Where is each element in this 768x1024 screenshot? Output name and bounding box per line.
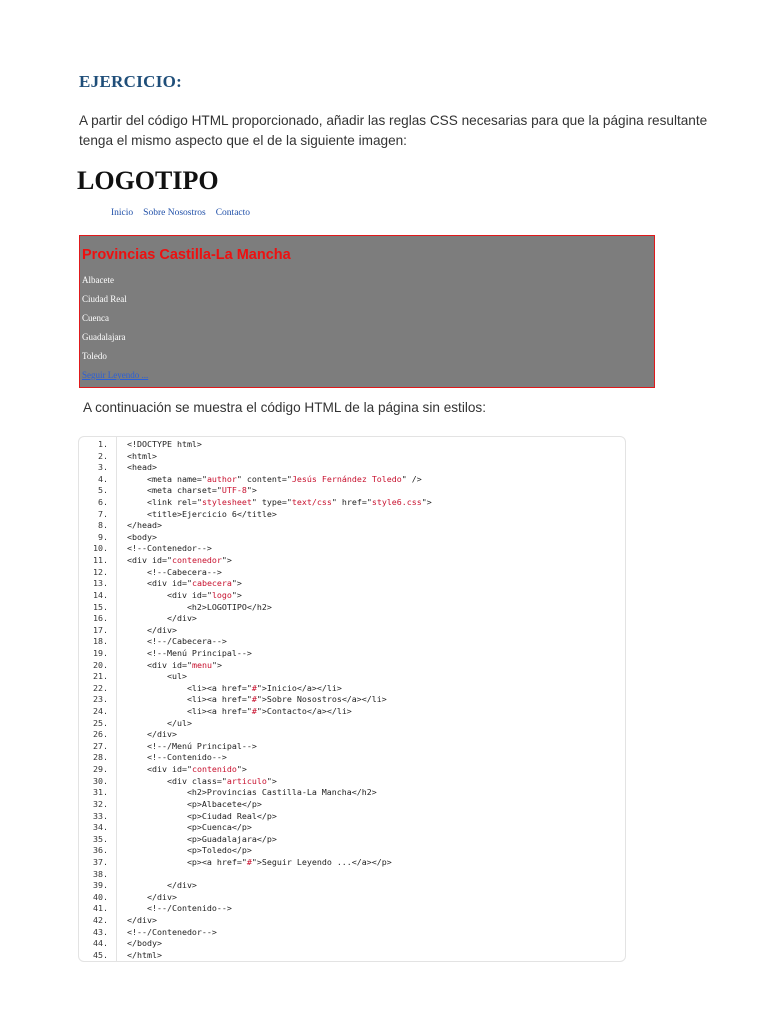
code-line-text: <h2>LOGOTIPO</h2>	[127, 601, 272, 612]
code-line-text: </div>	[127, 613, 197, 624]
code-line-text: <meta name="author" content="Jesús Fernández Toledo" />	[127, 473, 422, 484]
code-line-number: 9.	[98, 531, 108, 542]
code-line	[79, 462, 625, 474]
code-line	[79, 927, 625, 939]
code-listing	[78, 436, 626, 962]
menu-link-contacto[interactable]: Contacto	[215, 208, 251, 218]
code-line-text: <head>	[127, 462, 157, 473]
code-line-text: </div>	[127, 880, 197, 891]
code-line-number: 40.	[93, 891, 108, 902]
code-line	[79, 543, 625, 555]
code-line	[79, 950, 625, 962]
demo-article-box	[79, 235, 655, 388]
menu-link-sobre-nosostros[interactable]: Sobre Nosostros	[143, 208, 206, 218]
code-line-text: <ul>	[127, 671, 187, 682]
code-line-text: <div class="articulo">	[127, 775, 277, 786]
code-line-number: 31.	[93, 787, 108, 798]
code-line-text: </div>	[127, 891, 177, 902]
code-line-text: <link rel="stylesheet" type="text/css" href="style6.css">	[127, 497, 432, 508]
province-cuenca: Cuenca	[82, 313, 109, 323]
code-line-text: </div>	[127, 729, 177, 740]
code-line-text: <!--/Contenedor-->	[127, 926, 217, 937]
code-string: style6.css	[371, 497, 422, 508]
code-line-number: 33.	[93, 810, 108, 821]
demo-article-heading: Provincias Castilla-La Mancha	[82, 247, 291, 263]
code-line-number: 35.	[93, 833, 108, 844]
code-line-number: 26.	[93, 729, 108, 740]
code-line	[79, 776, 625, 788]
code-line	[79, 648, 625, 660]
code-line	[79, 567, 625, 579]
code-line	[79, 938, 625, 950]
code-line-number: 23.	[93, 694, 108, 705]
code-string: contenido	[191, 764, 237, 775]
code-string: menu	[191, 659, 212, 670]
code-string: logo	[211, 589, 232, 600]
code-line	[79, 869, 625, 881]
code-line-number: 41.	[93, 903, 108, 914]
code-line-text: <li><a href="#">Sobre Nosostros</a></li>	[127, 694, 387, 705]
code-line	[79, 915, 625, 927]
code-line	[79, 752, 625, 764]
code-line-text: <!--/Contenido-->	[127, 903, 232, 914]
code-line	[79, 485, 625, 497]
code-line	[79, 671, 625, 683]
code-line-number: 12.	[93, 566, 108, 577]
intro-text: A partir del código HTML proporcionado, añadir las reglas CSS necesarias para que la página resultante tenga el mismo aspecto que el de la siguiente imagen:	[79, 113, 708, 148]
code-line-number: 32.	[93, 798, 108, 809]
province-toledo: Toledo	[82, 351, 107, 361]
code-line-number: 27.	[93, 740, 108, 751]
code-line	[79, 845, 625, 857]
code-line-text: <!DOCTYPE html>	[127, 439, 202, 449]
code-line	[79, 660, 625, 672]
code-line-text: <div id="contenedor">	[127, 555, 232, 566]
code-line-number: 30.	[93, 775, 108, 786]
code-line-text: </ul>	[127, 717, 192, 728]
code-line-number: 1.	[98, 439, 108, 449]
code-string: text/css	[291, 497, 332, 508]
code-string: Jesús Fernández Toledo	[291, 473, 402, 484]
code-line	[79, 474, 625, 486]
code-line-text: <div id="cabecera">	[127, 578, 242, 589]
code-line-text: <p>Ciudad Real</p>	[127, 810, 277, 821]
code-line-text: <h2>Provincias Castilla-La Mancha</h2>	[127, 787, 377, 798]
code-string: #	[246, 856, 252, 867]
code-line-number: 25.	[93, 717, 108, 728]
code-line-number: 19.	[93, 647, 108, 658]
code-line-text: <div id="menu">	[127, 659, 222, 670]
code-line	[79, 520, 625, 532]
code-string: #	[251, 706, 257, 717]
code-line-text: <html>	[127, 450, 157, 461]
code-line-text: </div>	[127, 624, 177, 635]
code-line	[79, 555, 625, 567]
code-line	[79, 729, 625, 741]
code-line-number: 20.	[93, 659, 108, 670]
code-line	[79, 602, 625, 614]
province-ciudad-real: Ciudad Real	[82, 294, 127, 304]
code-line-number: 5.	[98, 485, 108, 496]
code-line-number: 44.	[93, 938, 108, 949]
code-line	[79, 799, 625, 811]
code-string: UTF-8	[221, 485, 247, 496]
province-guadalajara: Guadalajara	[82, 332, 126, 342]
code-line	[79, 613, 625, 625]
code-line-number: 29.	[93, 764, 108, 775]
code-string: author	[206, 473, 237, 484]
code-line-text: <!--Menú Principal-->	[127, 647, 252, 658]
code-line-number: 11.	[93, 555, 108, 566]
code-line-text: <!--Contenedor-->	[127, 543, 212, 554]
code-line	[79, 880, 625, 892]
code-line-text: <!--/Cabecera-->	[127, 636, 227, 647]
code-line-text: <p><a href="#">Seguir Leyendo ...</a></p>	[127, 856, 392, 867]
code-line-text: <body>	[127, 531, 157, 542]
code-line	[79, 625, 625, 637]
read-more-link[interactable]: Seguir Leyendo ...	[82, 370, 149, 380]
code-line-number: 10.	[93, 543, 108, 554]
code-line	[79, 764, 625, 776]
code-line-text: </head>	[127, 520, 162, 531]
code-line-number: 22.	[93, 682, 108, 693]
province-albacete: Albacete	[82, 275, 114, 285]
demo-logo: LOGOTIPO	[77, 166, 219, 195]
code-line-number: 18.	[93, 636, 108, 647]
code-line-text: <!--/Menú Principal-->	[127, 740, 257, 751]
code-line-text: <!--Contenido-->	[127, 752, 227, 763]
code-line-text: <div id="logo">	[127, 589, 242, 600]
code-line-number: 21.	[93, 671, 108, 682]
code-line	[79, 903, 625, 915]
menu-item-sobre-nosostros	[143, 208, 206, 218]
code-line	[79, 892, 625, 904]
code-line	[79, 439, 625, 451]
code-line	[79, 532, 625, 544]
code-line-number: 43.	[93, 926, 108, 937]
code-line	[79, 741, 625, 753]
code-line-number: 24.	[93, 706, 108, 717]
code-line-text: <p>Cuenca</p>	[127, 822, 252, 833]
menu-item-contacto	[216, 208, 250, 218]
code-string: contenedor	[171, 555, 222, 566]
code-line-number: 16.	[93, 613, 108, 624]
code-line-number: 8.	[98, 520, 108, 531]
code-line-number: 34.	[93, 822, 108, 833]
code-string: stylesheet	[201, 497, 252, 508]
code-line	[79, 683, 625, 695]
code-line	[79, 509, 625, 521]
code-line-number: 4.	[98, 473, 108, 484]
code-line-number: 14.	[93, 589, 108, 600]
code-line-number: 7.	[98, 508, 108, 519]
code-string: articulo	[226, 775, 267, 786]
code-lines	[79, 439, 625, 961]
code-line	[79, 718, 625, 730]
code-line-text: <li><a href="#">Contacto</a></li>	[127, 706, 352, 717]
demo-menu	[111, 208, 250, 218]
menu-item-inicio	[111, 208, 133, 218]
code-line-number: 17.	[93, 624, 108, 635]
code-line	[79, 811, 625, 823]
code-line	[79, 636, 625, 648]
code-line-text: <div id="contenido">	[127, 764, 247, 775]
exercise-title: EJERCICIO:	[79, 72, 183, 91]
code-line-text: <p>Guadalajara</p>	[127, 833, 277, 844]
code-string: #	[251, 694, 257, 705]
code-line	[79, 834, 625, 846]
code-line-text: <meta charset="UTF-8">	[127, 485, 257, 496]
code-string: cabecera	[191, 578, 232, 589]
code-line	[79, 822, 625, 834]
code-line-number: 28.	[93, 752, 108, 763]
code-line-text: <li><a href="#">Inicio</a></li>	[127, 682, 342, 693]
code-line	[79, 787, 625, 799]
code-line	[79, 497, 625, 509]
code-line-text: <!--Cabecera-->	[127, 566, 222, 577]
code-line-text: </html>	[127, 949, 162, 960]
code-line	[79, 578, 625, 590]
code-line-number: 39.	[93, 880, 108, 891]
code-line-number: 6.	[98, 497, 108, 508]
code-line-number: 13.	[93, 578, 108, 589]
code-line-text: </div>	[127, 914, 157, 925]
code-line-number: 3.	[98, 462, 108, 473]
code-line-text: <p>Toledo</p>	[127, 845, 252, 856]
code-line-number: 45.	[93, 949, 108, 960]
continuation-text: A continuación se muestra el código HTML de la página sin estilos:	[83, 400, 486, 415]
code-line	[79, 706, 625, 718]
code-line-text: <title>Ejercicio 6</title>	[127, 508, 277, 519]
code-line-text: </body>	[127, 938, 162, 949]
code-line-number: 36.	[93, 845, 108, 856]
code-line	[79, 694, 625, 706]
code-line-number: 15.	[93, 601, 108, 612]
code-line-number: 37.	[93, 856, 108, 867]
code-string: #	[251, 682, 257, 693]
code-line-number: 38.	[93, 868, 108, 879]
code-line	[79, 857, 625, 869]
code-line-text: <p>Albacete</p>	[127, 798, 262, 809]
code-line	[79, 451, 625, 463]
code-line	[79, 590, 625, 602]
menu-link-inicio[interactable]: Inicio	[111, 208, 134, 218]
code-line-number: 2.	[98, 450, 108, 461]
code-line-number: 42.	[93, 914, 108, 925]
